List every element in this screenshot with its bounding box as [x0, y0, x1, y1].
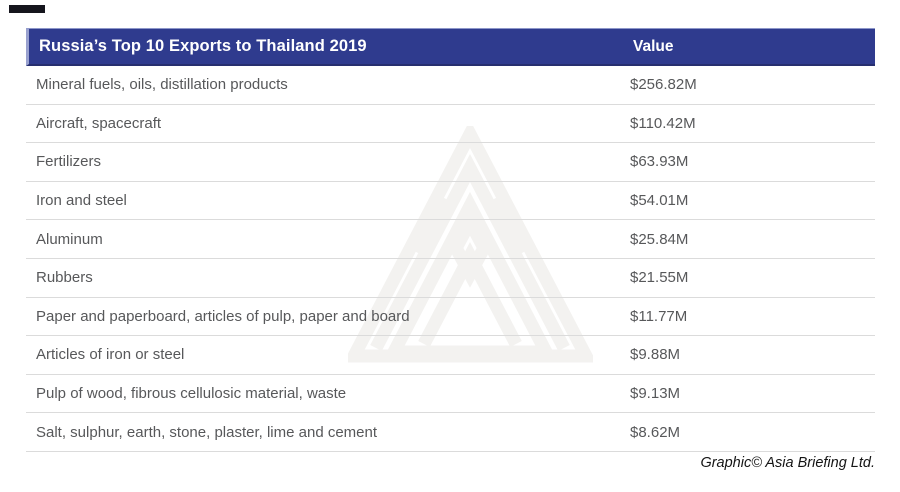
export-value: $9.88M [630, 346, 681, 364]
table-row [26, 413, 875, 452]
export-value: $54.01M [630, 192, 689, 210]
exports-table [26, 28, 875, 452]
export-category-label: Mineral fuels, oils, distillation products [36, 76, 288, 94]
export-category-label: Iron and steel [36, 192, 127, 210]
export-value: $63.93M [630, 153, 689, 171]
export-category-label: Rubbers [36, 269, 93, 287]
table-row [26, 182, 875, 221]
top-left-black-tab [9, 5, 45, 13]
export-category-label: Aircraft, spacecraft [36, 114, 162, 132]
export-category-label: Salt, sulphur, earth, stone, plaster, lime and cement [36, 423, 378, 441]
credit-text: Graphic© Asia Briefing Ltd. [700, 455, 875, 471]
table-row [26, 143, 875, 182]
table-row [26, 220, 875, 259]
export-category-label: Pulp of wood, fibrous cellulosic material, waste [36, 385, 347, 403]
export-value: $9.13M [630, 385, 681, 403]
table-row [26, 298, 875, 337]
table-row [26, 259, 875, 298]
value-column-header: Value [633, 37, 674, 55]
export-category-label: Articles of iron or steel [36, 346, 185, 364]
export-value: $256.82M [630, 76, 697, 94]
export-category-label: Fertilizers [36, 153, 102, 171]
table-title: Russia’s Top 10 Exports to Thailand 2019 [39, 37, 367, 55]
table-row [26, 105, 875, 144]
table-row [26, 66, 875, 105]
export-value: $21.55M [630, 269, 689, 287]
export-value: $25.84M [630, 230, 689, 248]
table-row [26, 375, 875, 414]
table-header-row [26, 28, 875, 66]
export-category-label: Aluminum [36, 230, 103, 248]
export-category-label: Paper and paperboard, articles of pulp, paper and board [36, 307, 410, 325]
export-value: $11.77M [630, 307, 688, 325]
table-row [26, 336, 875, 375]
export-value: $110.42M [630, 114, 696, 132]
export-value: $8.62M [630, 423, 681, 441]
